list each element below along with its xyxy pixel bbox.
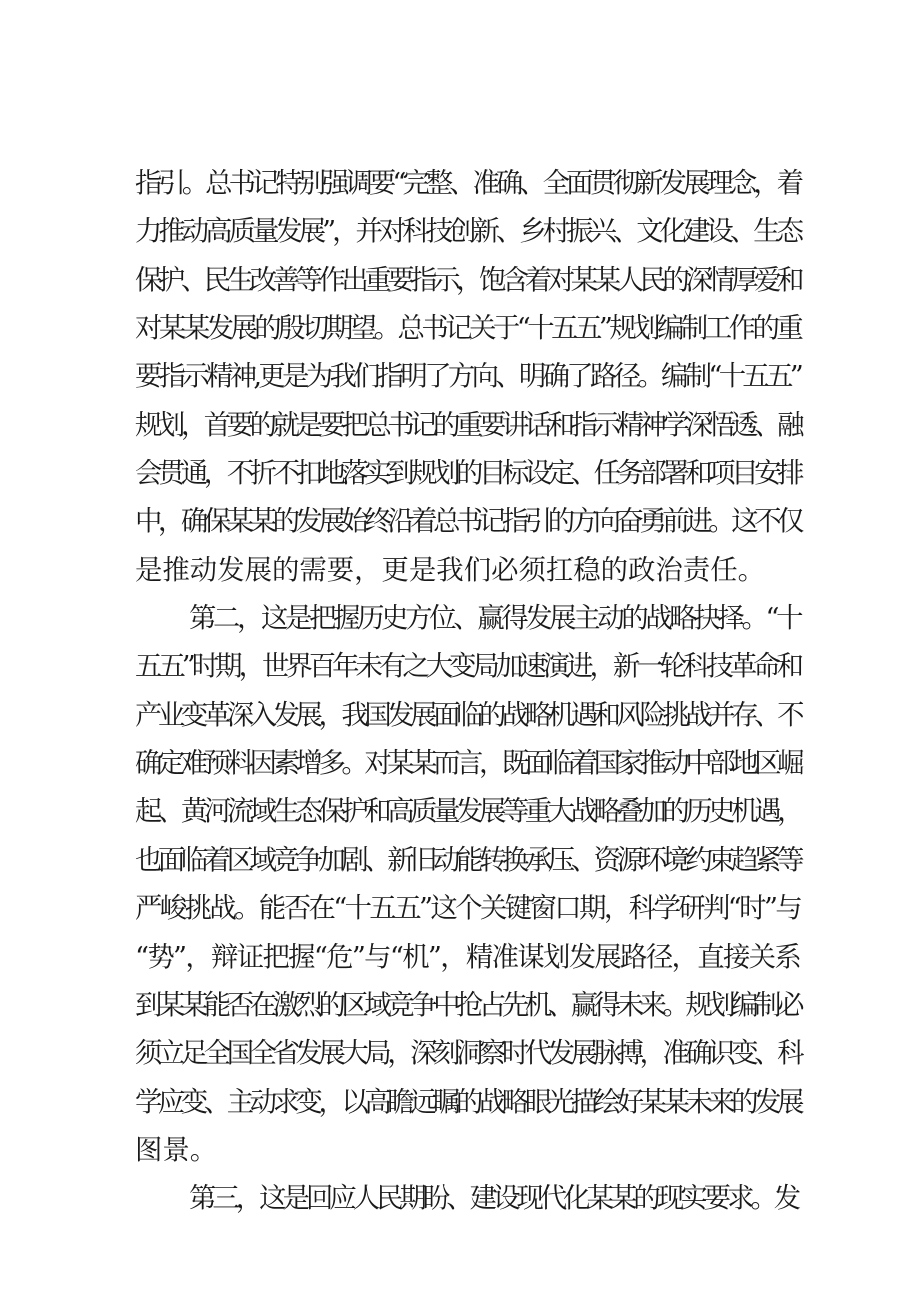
paragraph-line: 对某某发展的殷切期望。总书记关于“十五五”规划编制工作的重 (135, 313, 800, 345)
paragraph-line: 也面临着区域竞争加剧、新旧动能转换承压、资源环境约束趋紧等 (135, 844, 800, 876)
paragraph-line: 严峻挑战。能否在“十五五”这个关键窗口期，科学研判“时”与 (135, 893, 800, 925)
paragraph-line: 学应变、主动求变，以高瞻远瞩的战略眼光描绘好某某未来的发展 (135, 1086, 800, 1118)
paragraph-line: 图景。 (135, 1134, 218, 1166)
paragraph-line: 第二，这是把握历史方位、赢得发展主动的战略抉择。“十 (189, 603, 800, 635)
paragraph-line: 第三，这是回应人民期盼、建设现代化某某的现实要求。发 (189, 1183, 798, 1215)
paragraph-line: 会贯通，不折不扣地落实到规划的目标设定、任务部署和项目安排 (135, 458, 800, 490)
paragraph-2 (135, 595, 800, 1175)
document-body (135, 160, 800, 1224)
paragraph-line: 确定难预料因素增多。对某某而言，既面临着国家推动中部地区崛 (135, 748, 800, 780)
paragraph-line: “势”，辩证把握“危”与“机”，精准谋划发展路径，直接关系 (135, 941, 800, 973)
paragraph-line: 产业变革深入发展，我国发展面临的战略机遇和风险挑战并存、不 (135, 699, 800, 731)
paragraph-line: 须立足全国全省发展大局，深刻洞察时代发展脉搏，准确识变、科 (135, 1038, 800, 1070)
paragraph-1 (135, 160, 800, 595)
paragraph-line: 力推动高质量发展”，并对科技创新、乡村振兴、文化建设、生态 (135, 216, 800, 248)
paragraph-line: 保护、民生改善等作出重要指示，饱含着对某某人民的深情厚爱和 (135, 264, 800, 296)
paragraph-line: 五五”时期，世界百年未有之大变局加速演进，新一轮科技革命和 (135, 651, 800, 683)
paragraph-3 (135, 1175, 800, 1223)
paragraph-line: 指引。总书记特别强调要“完整、准确、全面贯彻新发展理念，着 (135, 168, 800, 199)
paragraph-line: 起、黄河流域生态保护和高质量发展等重大战略叠加的历史机遇， (135, 796, 800, 828)
paragraph-line: 要指示精神,更是为我们指明了方向、明确了路径。编制“十五五” (135, 361, 800, 393)
paragraph-line: 规划，首要的就是要把总书记的重要讲话和指示精神学深悟透、融 (135, 409, 800, 441)
paragraph-line: 中，确保某某的发展始终沿着总书记指引的方向奋勇前进。这不仅 (135, 506, 800, 538)
paragraph-line: 是推动发展的需要，更是我们必须扛稳的政治责任。 (135, 554, 765, 586)
paragraph-line: 到某某能否在激烈的区域竞争中抢占先机、赢得未来。规划编制必 (135, 989, 800, 1021)
